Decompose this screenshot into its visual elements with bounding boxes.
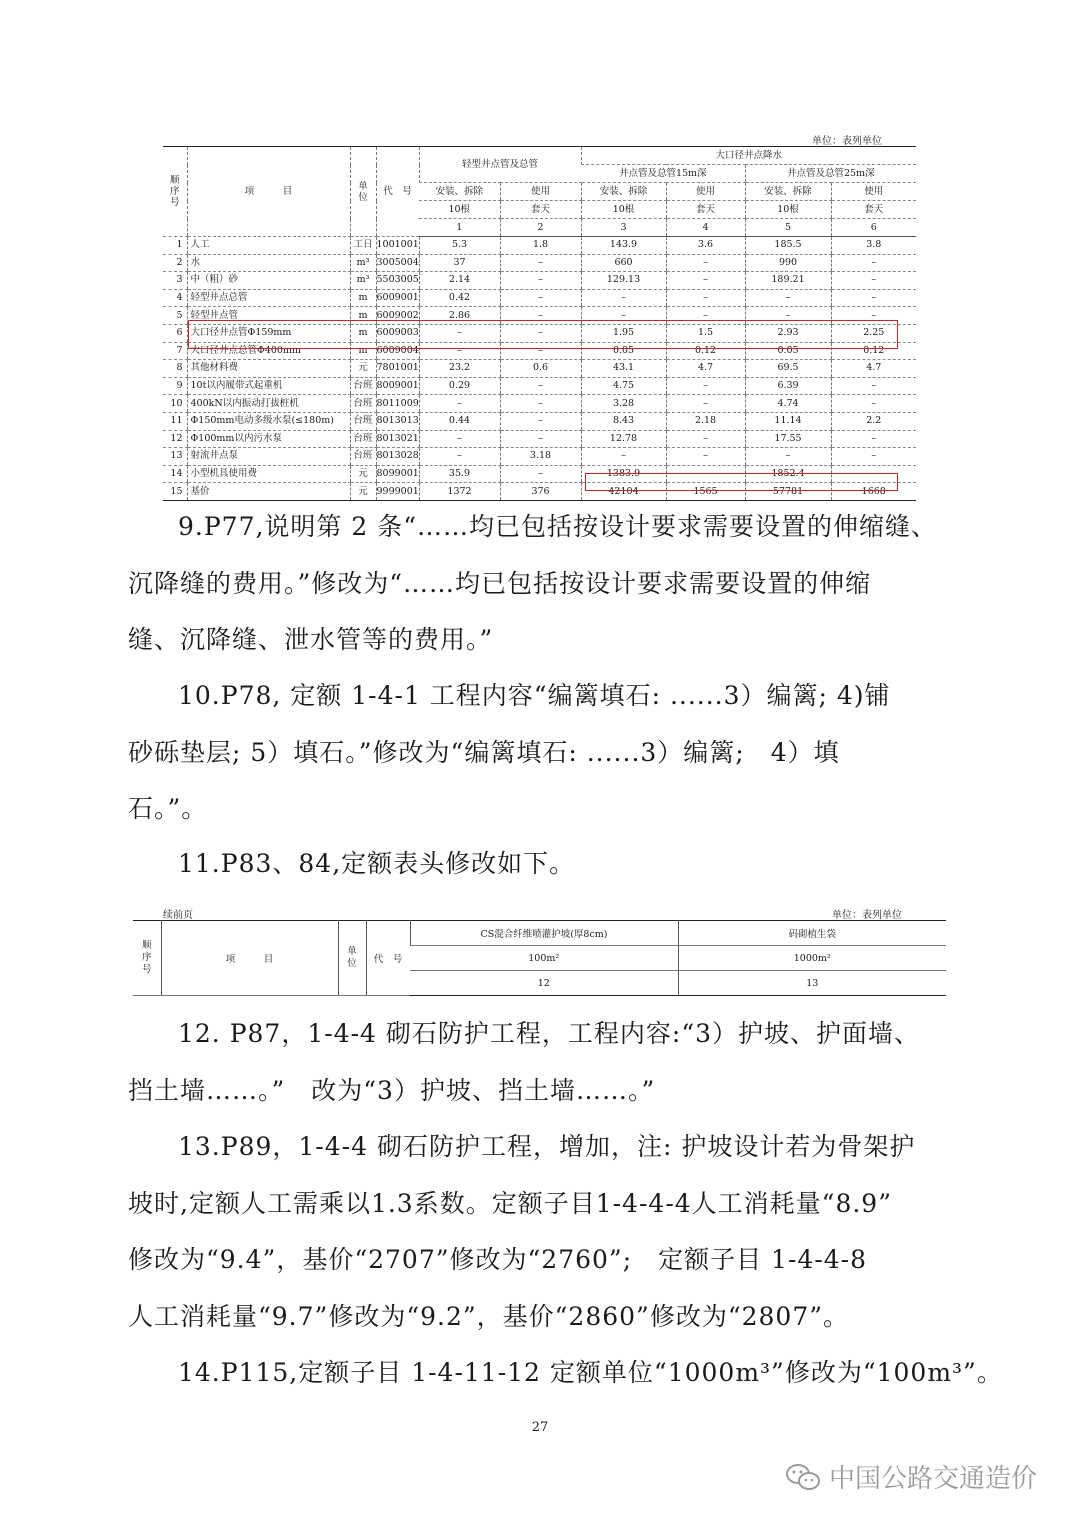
row-code: 7801001 [376,360,419,378]
row-value: 2.18 [666,412,745,430]
page-number: 27 [531,1420,549,1435]
row-code: 8013028 [376,448,419,466]
header-op: 安装、拆除 [419,183,500,201]
watermark-text: 中国公路交通造价 [829,1464,1038,1494]
row-value: 35.9 [419,465,500,483]
row-item-name: 轻型井点管 [187,307,350,325]
row-item-name: 大口径井点总管Φ400mm [187,342,350,360]
row-value: 12.78 [581,430,666,448]
row-unit: m [350,289,376,307]
row-value: 1.95 [581,324,666,342]
row-value: – [666,430,745,448]
row-value: – [745,307,831,325]
row-value: 3.6 [666,237,745,255]
row-value: 37 [419,254,500,272]
row-value: 57781 [745,483,831,501]
row-unit: 元 [350,483,376,501]
row-unit: 台班 [350,395,376,413]
header-qty-unit: 10根 [745,201,831,219]
row-value: 2.93 [745,324,831,342]
row-code: 8099001 [376,465,419,483]
header-op: 使用 [666,183,745,201]
table-row [163,289,916,307]
header-group-light: 轻型井点管及总管 [419,147,581,183]
row-value: 143.9 [581,237,666,255]
row-value: 4.75 [581,377,666,395]
row-unit: m³ [350,272,376,290]
table-row [163,254,916,272]
row-code: 5503005 [376,272,419,290]
row-value: 189.21 [745,272,831,290]
row-number: 15 [170,485,183,497]
row-value: 376 [500,483,581,501]
row-value: – [500,395,581,413]
row-number: 1 [163,237,187,255]
table-row [163,430,916,448]
row-value: – [831,272,916,290]
row-value: 0.6 [500,360,581,378]
header-qty-unit: 套天 [666,201,745,219]
row-code: 6009001 [376,289,419,307]
paragraph-line: 10.P78, 定额 1-4-1 工程内容“编篱填石: ......3）编篱; 4)铺 [178,681,891,710]
row-code: 8009001 [376,377,419,395]
row-value: 43.1 [581,360,666,378]
row-value: 2.14 [419,272,500,290]
row-item-name: 中（粗）砂 [187,272,350,290]
row-value: – [666,307,745,325]
row-unit: m [350,342,376,360]
t2-col1-num: 12 [537,977,550,989]
row-value: – [831,395,916,413]
row-number: 3 [163,272,187,290]
header-col-num: 2 [500,219,581,237]
row-value: – [500,307,581,325]
t2-header-col2: 码砌植生袋 [678,921,946,946]
row-value: 1668 [831,483,916,501]
header-col-num: 5 [745,219,831,237]
paragraph-line: 缝、沉降缝、泄水管等的费用。” [128,625,494,654]
t2-col1-unit: 100m² [410,946,678,971]
row-value: – [666,272,745,290]
paragraph-line: 11.P83、84,定额表头修改如下。 [178,849,576,878]
paragraph-12 [128,1006,952,1119]
row-value: – [831,448,916,466]
row-value: – [831,377,916,395]
row-value: – [666,448,745,466]
row-value: 3.18 [500,448,581,466]
row-value: 1.5 [666,324,745,342]
row-value: – [419,430,500,448]
row-value: 990 [745,254,831,272]
row-unit: m³ [350,254,376,272]
row-value: – [666,254,745,272]
row-value: 185.5 [745,237,831,255]
row-item-name: 其他材料费 [187,360,350,378]
row-item-name: Φ100mm以内污水泵 [187,430,350,448]
row-value: 4.74 [745,395,831,413]
row-value: 4.7 [666,360,745,378]
t2-header-item: 项 目 [161,921,338,996]
t2-header-seq [133,921,161,996]
row-value: – [831,465,916,483]
row-number: 2 [163,254,187,272]
paragraph-line: 挡土墙……。” 改为“3）护坡、挡土墙……。” [128,1075,656,1105]
row-value: – [419,395,500,413]
row-value: 2.2 [831,412,916,430]
header-sub-25m: 井点管及总管25m深 [745,165,916,183]
table1-body [163,237,916,501]
paragraph-line: 修改为“9.4”，基价“2707”修改为“2760”; 定额子目 1-4-4-8 [128,1245,868,1274]
header-col-num: 3 [581,219,666,237]
row-code: 6009002 [376,307,419,325]
header-op: 使用 [500,183,581,201]
row-code: 9999001 [376,483,419,501]
header-group-big: 大口径井点降水 [581,147,916,165]
row-value: 1.8 [500,237,581,255]
row-value: – [500,324,581,342]
row-value: 2.86 [419,307,500,325]
row-item-name: 10t以内履带式起重机 [187,377,350,395]
header-col-num: 1 [419,219,500,237]
t2-header-col1: CS混合纤维喷灌护坡(厚8cm) [410,921,678,946]
row-item-name: 400kN以内振动打拔桩机 [187,395,350,413]
paragraph-line: 9.P77,说明第 2 条“……均已包括按设计要求需要设置的伸缩缝、 [178,512,938,541]
paragraph-line: 13.P89，1-4-4 砌石防护工程，增加，注: 护坡设计若为骨架护 [178,1132,916,1161]
table2-continued-label: 续前页 [163,910,193,921]
row-value: – [745,289,831,307]
paragraph-10 [128,668,952,838]
row-value: – [500,465,581,483]
row-value: 129.13 [581,272,666,290]
header-item: 项 目 [187,147,350,237]
row-value: 1565 [666,483,745,501]
row-value: – [666,395,745,413]
paragraph-line: 沉降缝的费用。”修改为“……均已包括按设计要求需要设置的伸缩 [128,568,872,598]
wechat-icon [785,1462,821,1492]
paragraph-9 [128,499,952,669]
row-code: 8013021 [376,430,419,448]
row-value: 42104 [581,483,666,501]
row-value: 17.55 [745,430,831,448]
row-value: 6.39 [745,377,831,395]
header-unit-text: 单 位 [358,180,368,203]
row-code: 1001001 [376,237,419,255]
row-value: – [831,307,916,325]
row-value: – [500,289,581,307]
row-unit: m [350,307,376,325]
row-value: – [419,324,500,342]
paragraph-11 [128,836,952,893]
row-number: 4 [163,289,187,307]
row-value: 1383.9 [581,465,666,483]
row-number: 10 [163,395,187,413]
table-row [163,377,916,395]
header-op: 使用 [831,183,916,201]
t2-col2-unit: 1000m² [678,946,946,971]
row-value: 3.28 [581,395,666,413]
row-value: 0.44 [419,412,500,430]
header-op: 安装、拆除 [745,183,831,201]
row-value: – [666,465,745,483]
row-item-name: 射流井点泵 [187,448,350,466]
row-value: 0.12 [666,342,745,360]
paragraph-14 [128,1345,1003,1402]
row-value: 3.8 [831,237,916,255]
row-number: 13 [163,448,187,466]
row-value: – [831,430,916,448]
row-unit: 元 [350,465,376,483]
row-value: 69.5 [745,360,831,378]
row-value: 0.05 [745,342,831,360]
row-value: 1852.4 [745,465,831,483]
row-unit: m [350,324,376,342]
t2-header-unit [338,921,366,996]
row-code: 6009004 [376,342,419,360]
row-value: – [666,289,745,307]
t2-col2-num: 13 [678,971,946,996]
header-col-num: 6 [831,219,916,237]
row-value: 0.05 [581,342,666,360]
row-unit: 工日 [350,237,376,255]
row-number: 14 [163,465,187,483]
row-unit: 元 [350,360,376,378]
header-seq [163,147,187,237]
row-value: – [581,289,666,307]
row-unit: 台班 [350,430,376,448]
row-item-name: 基价 [187,483,350,501]
row-code: 3005004 [376,254,419,272]
row-value: 660 [581,254,666,272]
t2-header-code: 代 号 [366,921,410,996]
table-row [163,395,916,413]
table-row [163,360,916,378]
quota-table-header-revision [133,920,946,996]
row-number: 8 [163,360,187,378]
row-number: 5 [163,307,187,325]
row-number: 12 [163,430,187,448]
header-col-num: 4 [666,219,745,237]
header-qty-unit: 套天 [831,201,916,219]
row-unit: 台班 [350,412,376,430]
row-value: – [500,377,581,395]
row-value: – [666,377,745,395]
paragraph-line: 12. P87，1-4-4 砌石防护工程，工程内容:“3）护坡、护面墙、 [178,1019,921,1048]
row-code: 8011009 [376,395,419,413]
row-value: 23.2 [419,360,500,378]
row-number: 11 [163,412,187,430]
row-value: – [581,307,666,325]
row-item-name: 人工 [187,237,350,255]
header-op: 安装、拆除 [581,183,666,201]
row-value: 0.12 [831,342,916,360]
header-sub-15m: 井点管及总管15m深 [581,165,745,183]
row-value: – [500,412,581,430]
row-value: – [419,448,500,466]
row-value: – [500,342,581,360]
row-number: 9 [163,377,187,395]
paragraph-line: 石。”。 [128,794,208,823]
table1-unit-label: 单位：表列单位 [812,136,882,147]
header-seq-text: 顺 序 号 [169,175,180,208]
table-row [163,237,916,255]
header-unit [350,147,376,237]
header-qty-unit: 10根 [419,201,500,219]
paragraph-line: 人工消耗量“9.7”修改为“9.2”，基价“2860”修改为“2807”。 [128,1301,850,1331]
header-code: 代 号 [376,147,419,237]
row-unit: 台班 [350,377,376,395]
row-value: – [745,448,831,466]
row-value: – [831,289,916,307]
row-value: 1372 [419,483,500,501]
t2-header-unit-text: 单 位 [347,946,357,969]
row-item-name: 大口径井点管Φ159mm [187,324,350,342]
row-value: 8.43 [581,412,666,430]
paragraph-13 [128,1119,952,1345]
row-item-name: 水 [187,254,350,272]
highlight-box-rows-6-7 [188,320,898,349]
t2-header-seq-text: 顺 序 号 [141,940,152,975]
row-value: 2.25 [831,324,916,342]
row-value: – [419,342,500,360]
table2-unit-label: 单位：表列单位 [832,910,902,921]
highlight-box-base-price [585,473,898,491]
table-row [163,448,916,466]
table-row [163,272,916,290]
row-unit: 台班 [350,448,376,466]
row-number: 7 [163,342,187,360]
row-value: – [831,254,916,272]
row-item-name: 小型机具使用费 [187,465,350,483]
header-qty-unit: 套天 [500,201,581,219]
row-number: 6 [163,324,187,342]
row-value: – [500,272,581,290]
row-item-name: Φ150mm电动多级水泵(≤180m) [187,412,350,430]
row-item-name: 轻型井点总管 [187,289,350,307]
row-value: 0.42 [419,289,500,307]
row-code: 6009003 [376,324,419,342]
row-value: 5.3 [419,237,500,255]
row-value: 11.14 [745,412,831,430]
row-code: 8013013 [376,412,419,430]
paragraph-line: 坡时,定额人工需乘以1.3系数。定额子目1-4-4-4人工消耗量“8.9” [128,1188,892,1218]
header-qty-unit: 10根 [581,201,666,219]
watermark [785,1458,1037,1495]
row-value: – [581,448,666,466]
row-value: – [500,254,581,272]
paragraph-line: 砂砾垫层; 5）填石。”修改为“编篱填石: ......3）编篱; 4）填 [128,737,840,767]
row-value: – [500,430,581,448]
paragraph-line: 14.P115,定额子目 1-4-11-12 定额单位“1000m³”修改为“100m³”。 [178,1358,1003,1387]
row-value: 0.29 [419,377,500,395]
table-row [163,412,916,430]
row-value: 4.7 [831,360,916,378]
